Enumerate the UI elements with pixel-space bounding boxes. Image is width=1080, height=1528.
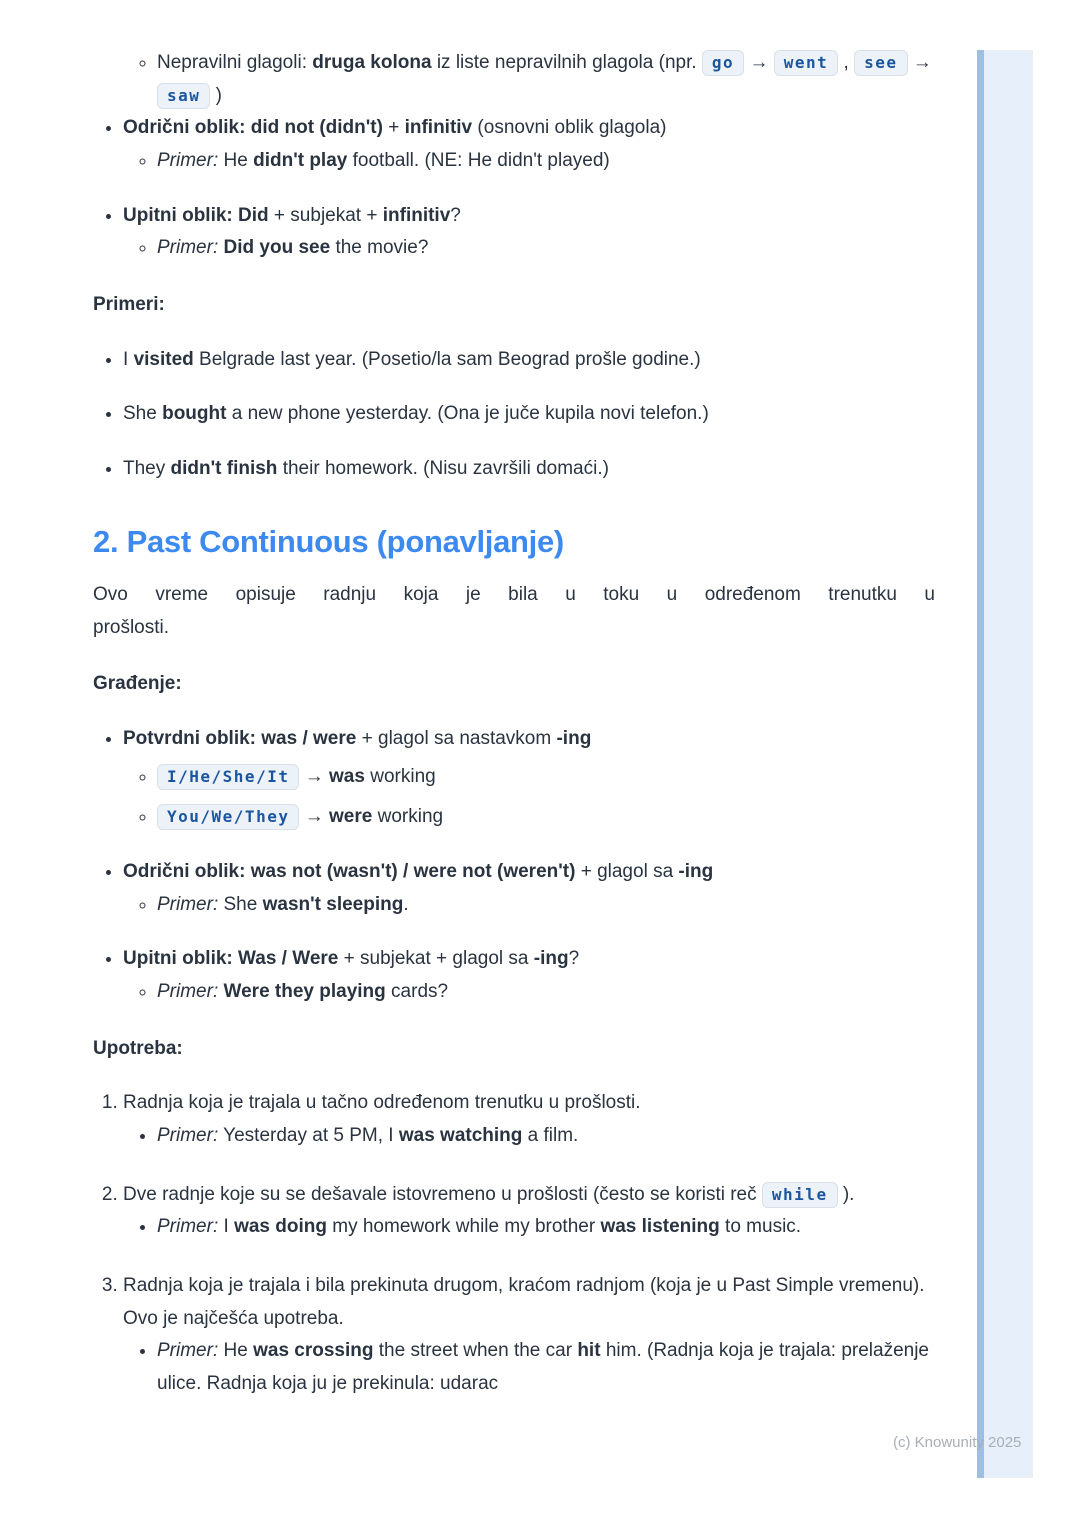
text-segment: They	[123, 458, 171, 480]
gradjenje-heading: Građenje:	[93, 673, 182, 695]
text-segment: She	[123, 403, 163, 425]
usage-2-sublist	[123, 1211, 935, 1244]
intro-line-2: prošlosti.	[93, 616, 170, 638]
question-form-text	[123, 205, 461, 226]
text-segment: I	[218, 1216, 235, 1238]
usage-3-text	[123, 1275, 925, 1329]
list-item-usage-3-example	[157, 1335, 935, 1400]
text-segment: + subjekat +	[268, 204, 383, 226]
next-page-edge-line	[977, 50, 984, 1478]
text-segment: didn't finish	[170, 458, 278, 480]
question-form-continuous-sublist	[123, 976, 935, 1009]
usage-2-text	[123, 1184, 854, 1205]
text-segment: working	[364, 765, 436, 787]
text-segment: football. (NE: He didn't played)	[347, 150, 610, 172]
list-item-negative-form	[123, 112, 935, 177]
text-segment: bought	[162, 403, 227, 425]
text-segment: Primer:	[157, 1125, 219, 1147]
text-segment: Dve radnje koje su se dešavale istovremeno u prošlosti (često se koristi reč	[123, 1183, 762, 1205]
text-segment: Belgrade last year. (Posetio/la sam Beograd prošle godine.)	[193, 348, 701, 370]
list-item-were-working	[157, 801, 935, 834]
text-segment: Upitni oblik: Was / Were	[123, 948, 339, 970]
list-item-example-bought	[123, 398, 935, 431]
text-segment: him. (Radnja koja je trajala: prelaženje ulice. Radnja koja ju je prekinula: udarac	[157, 1340, 929, 1395]
text-segment: Odrični oblik: did not (didn't)	[123, 117, 383, 139]
text-segment: + glagol sa	[575, 861, 679, 883]
text-segment: Primer:	[157, 237, 219, 259]
text-segment: a film.	[522, 1125, 579, 1147]
text-segment: iz liste nepravilnih glagola (npr.	[431, 52, 702, 73]
text-segment: was crossing	[253, 1340, 374, 1362]
text-segment: Primer:	[157, 1340, 219, 1362]
text-segment: was	[329, 765, 365, 787]
list-item-usage-3	[123, 1270, 935, 1401]
text-segment: were	[329, 806, 373, 828]
list-item-example-visited	[123, 344, 935, 377]
text-segment: wasn't sleeping	[262, 893, 404, 915]
code-chip: went	[774, 50, 839, 76]
code-chip: You/We/They	[157, 804, 299, 830]
usage-3-sublist	[123, 1335, 935, 1400]
section-2-intro	[93, 579, 935, 644]
affirmative-form-text	[123, 728, 591, 749]
text-segment: infinitiv	[382, 204, 451, 226]
text-segment: Odrični oblik: was not (wasn't) / were not (weren't)	[123, 861, 576, 883]
text-segment: druga kolona	[312, 52, 432, 73]
code-chip: while	[762, 1182, 838, 1208]
text-segment: the movie?	[330, 237, 429, 259]
text-segment: ,	[838, 52, 855, 73]
text-segment: ).	[837, 1183, 855, 1205]
list-item-question-form	[123, 200, 935, 265]
code-chip: see	[854, 50, 907, 76]
list-item-were-they-playing	[157, 976, 935, 1009]
text-segment: didn't play	[253, 150, 348, 172]
copyright-watermark: (c) Knowunity 2025	[893, 1434, 1022, 1451]
text-segment: was watching	[398, 1125, 523, 1147]
list-item-wasnt-sleeping	[157, 889, 935, 922]
usage-list	[93, 1087, 935, 1400]
list-item-affirmative-form	[123, 723, 935, 834]
primeri-heading: Primeri:	[93, 294, 165, 316]
text-segment: infinitiv	[404, 117, 473, 139]
text-segment: ?	[450, 204, 461, 226]
list-item-example-finish	[123, 453, 935, 486]
negative-form-continuous-sublist	[123, 889, 935, 922]
text-segment: Radnja koja je trajala u tačno određenom trenutku u prošlosti.	[123, 1092, 641, 1114]
text-segment: ?	[568, 948, 580, 970]
list-item-was-working	[157, 761, 935, 794]
text-segment: cards?	[385, 981, 449, 1003]
text-segment: was listening	[600, 1216, 720, 1238]
list-item-negative-form-continuous	[123, 856, 935, 921]
text-segment: -ing	[678, 861, 714, 883]
question-form-continuous-text	[123, 948, 579, 969]
code-chip: go	[702, 50, 744, 76]
document-content	[93, 0, 935, 1427]
text-segment: He	[218, 150, 254, 172]
text-segment: She	[218, 893, 263, 915]
list-item-question-example	[157, 232, 935, 265]
text-segment: was doing	[234, 1216, 327, 1238]
text-segment: Yesterday at 5 PM, I	[218, 1125, 399, 1147]
question-form-sublist	[123, 232, 935, 265]
text-segment: -ing	[556, 728, 592, 750]
next-page-preview	[977, 50, 1033, 1478]
text-segment: Primer:	[157, 893, 219, 915]
text-segment: +	[382, 117, 405, 139]
text-segment: Primer:	[157, 981, 219, 1003]
text-segment: + glagol sa nastavkom	[356, 728, 557, 750]
text-segment: visited	[133, 348, 194, 370]
text-segment: Primer:	[157, 1216, 219, 1238]
upotreba-heading: Upotreba:	[93, 1037, 183, 1059]
text-segment: + subjekat + glagol sa	[338, 948, 534, 970]
text-segment: their homework. (Nisu završili domaći.)	[277, 458, 609, 480]
code-chip: I/He/She/It	[157, 764, 299, 790]
text-segment: Nepravilni glagoli:	[157, 52, 313, 73]
list-item-usage-2	[123, 1179, 935, 1244]
text-segment: Radnja koja je trajala i bila prekinuta drugom, kraćom radnjom (koja je u Past Simple vremenu). Ovo je najčešća upotreba.	[123, 1275, 925, 1329]
examples-list	[93, 344, 935, 486]
usage-1-sublist	[123, 1120, 935, 1153]
text-segment: Were they playing	[223, 981, 386, 1003]
text-segment: (osnovni oblik glagola)	[472, 117, 667, 139]
past-simple-forms-list	[93, 112, 935, 265]
text-segment: .	[403, 893, 409, 915]
affirmative-form-sublist	[123, 761, 935, 834]
list-item-question-form-continuous	[123, 943, 935, 1008]
negative-form-sublist	[123, 145, 935, 178]
intro-line-1: Ovo vreme opisuje radnju koja je bila u toku u određenom trenutku u	[93, 584, 935, 606]
text-segment: Primer:	[157, 150, 219, 172]
text-segment: Did you see	[223, 237, 331, 259]
section-2-heading: 2. Past Continuous (ponavljanje)	[93, 523, 564, 559]
irregular-verbs-list	[93, 47, 935, 112]
text-segment: )	[210, 84, 223, 106]
text-segment: I	[123, 348, 134, 370]
list-item-negative-example	[157, 145, 935, 178]
text-segment: →	[907, 52, 932, 73]
list-item-usage-2-example	[157, 1211, 935, 1244]
text-segment: hit	[577, 1340, 601, 1362]
text-segment: He	[218, 1340, 254, 1362]
text-segment: Potvrdni oblik: was / were	[123, 728, 357, 750]
list-item-irregular-verbs	[157, 47, 935, 112]
text-segment: Upitni oblik: Did	[123, 204, 269, 226]
text-segment: →	[744, 52, 774, 73]
text-segment: a new phone yesterday. (Ona je juče kupila novi telefon.)	[226, 403, 709, 425]
list-item-usage-1	[123, 1087, 935, 1152]
text-segment: to music.	[719, 1216, 802, 1238]
past-continuous-forms-list	[93, 723, 935, 1009]
text-segment: →	[299, 806, 330, 828]
negative-form-continuous-text	[123, 861, 713, 882]
text-segment: the street when the car	[373, 1340, 578, 1362]
negative-form-text	[123, 117, 666, 138]
text-segment: -ing	[533, 948, 569, 970]
text-segment: working	[372, 806, 444, 828]
usage-1-text	[123, 1092, 641, 1113]
text-segment: my homework while my brother	[326, 1216, 601, 1238]
text-segment: →	[299, 765, 330, 787]
code-chip: saw	[157, 83, 210, 109]
list-item-usage-1-example	[157, 1120, 935, 1153]
